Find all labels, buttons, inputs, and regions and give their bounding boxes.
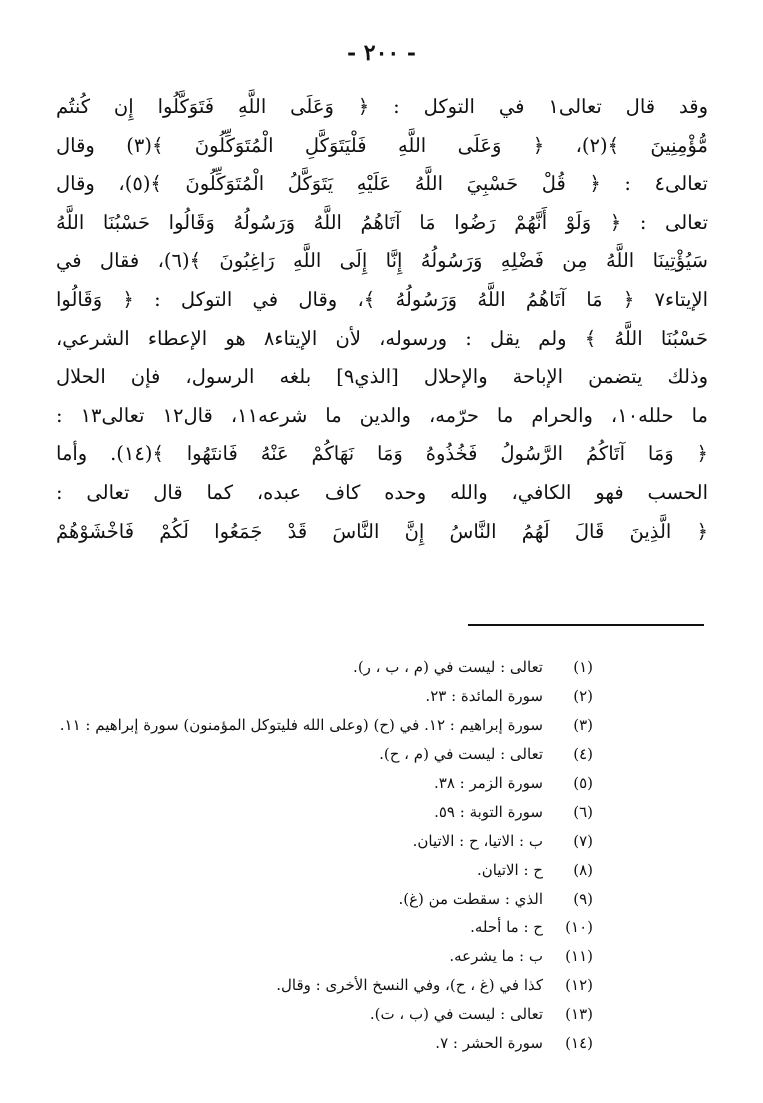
footnote-text: تعالى : ليست في (ب ، ت). (369, 1005, 543, 1024)
text-line: تعالى٤ : ﴿ قُلْ حَسْبِيَ اللَّهُ عَلَيْهِ يَتَوَكَّلُ الْمُتَوَكِّلُونَ ﴾(٥)، وقال (56, 172, 708, 196)
text-line: تعالى : ﴿ وَلَوْ أَنَّهُمْ رَضُوا مَا آتَاهُمُ اللَّهُ وَرَسُولُهُ وَقَالُوا حَسْبُنَا اللَّهُ (56, 210, 708, 234)
footnote (33, 971, 593, 1000)
footnote (33, 769, 593, 798)
text-line: وذلك يتضمن الإباحة والإحلال [الذي٩] بلغه الرسول، فإن الحلال (56, 365, 708, 389)
footnote-number: (٧) (573, 831, 593, 850)
footnote (33, 682, 593, 711)
footnote-text: تعالى : ليست في (م ، ح). (379, 745, 543, 764)
footnote-text: ح : الاتيان. (476, 860, 543, 879)
main-text-body (56, 88, 708, 551)
footnote-text: الذي : سقطت من (غ). (398, 889, 543, 908)
footnote-text: سورة الزمر : ٣٨. (433, 774, 543, 792)
footnote (33, 1000, 593, 1029)
footnote (33, 913, 593, 942)
footnote-number: (١٣) (565, 1005, 593, 1024)
text-line: سَيُؤْتِينَا اللَّهُ مِن فَضْلِهِ وَرَسُولُهُ إِنَّا إِلَى اللَّهِ رَاغِبُونَ ﴾(٦)، فقال في (56, 249, 708, 273)
footnote-number: (٥) (573, 774, 593, 792)
footnote-number: (٤) (573, 745, 593, 764)
footnote-text: كذا في (غ ، ح)، وفي النسخ الأخرى : وقال. (276, 976, 543, 995)
footnote-divider (468, 624, 704, 626)
footnote-number: (٦) (573, 802, 593, 821)
footnote-text: سورة الحشر : ٧. (435, 1034, 543, 1053)
text-line: ما حلله١٠، والحرام ما حرّمه، والدين ما شرعه١١، قال١٢ تعالى١٣ : (56, 403, 708, 427)
footnote (33, 711, 593, 740)
footnote (33, 855, 593, 884)
text-line: وقد قال تعالى١ في التوكل : ﴿ وَعَلَى اللَّهِ فَتَوَكَّلُوا إِن كُنتُم (56, 95, 708, 118)
text-line: حَسْبُنَا اللَّهُ ﴾ ولم يقل : ورسوله، لأن الإيتاء٨ هو الإعطاء الشرعي، (56, 326, 708, 350)
footnote-number: (٢) (573, 687, 593, 706)
footnote-text: ب : الاتيا، ح : الاتيان. (412, 831, 543, 850)
text-line: الحسب فهو الكافي، والله وحده كاف عبده، كما قال تعالى : (56, 480, 708, 504)
footnote-text: تعالى : ليست في (م ، ب ، ر). (353, 658, 543, 677)
footnote (33, 797, 593, 826)
footnote-text: سورة التوبة : ٥٩. (434, 802, 543, 821)
footnote (33, 653, 593, 682)
footnotes-list (33, 653, 593, 1057)
footnote-number: (١٤) (565, 1034, 593, 1053)
footnote-number: (٩) (573, 889, 593, 908)
footnote (33, 1029, 593, 1058)
text-line: الإيتاء٧ ﴿ مَا آتَاهُمُ اللَّهُ وَرَسُولُهُ ﴾، وقال في التوكل : ﴿ وَقَالُوا (56, 287, 708, 311)
footnote-number: (١١) (565, 947, 593, 966)
footnote (33, 884, 593, 913)
footnote-text: سورة إبراهيم : ١٢. في (ح) (وعلى الله فليتوكل المؤمنون) سورة إبراهيم : ١١. (59, 716, 543, 735)
footnote (33, 942, 593, 971)
footnote (33, 826, 593, 855)
footnote (33, 740, 593, 769)
text-line: مُّؤْمِنِينَ ﴾(٢)، ﴿ وَعَلَى اللَّهِ فَلْيَتَوَكَّلِ الْمُتَوَكِّلُونَ ﴾(٣) وقال (56, 133, 708, 157)
footnote-number: (١) (573, 658, 593, 677)
footnote-text: ح : ما أحله. (470, 918, 543, 937)
footnote-number: (١٢) (565, 976, 593, 995)
footnote-text: ب : ما يشرعه. (449, 947, 543, 966)
footnote-number: (١٠) (565, 918, 593, 937)
text-line: ﴿ وَمَا آتَاكُمُ الرَّسُولُ فَخُذُوهُ وَمَا نَهَاكُمْ عَنْهُ فَانتَهُوا ﴾(١٤). وأما (56, 442, 708, 466)
footnote-text: سورة المائدة : ٢٣. (425, 687, 543, 706)
footnote-number: (٣) (573, 716, 593, 735)
page-number: - ٢٠٠ - (346, 40, 417, 66)
footnote-number: (٨) (573, 860, 593, 879)
text-line: ﴿ الَّذِينَ قَالَ لَهُمُ النَّاسُ إِنَّ النَّاسَ قَدْ جَمَعُوا لَكُمْ فَاخْشَوْهُمْ (56, 519, 708, 543)
